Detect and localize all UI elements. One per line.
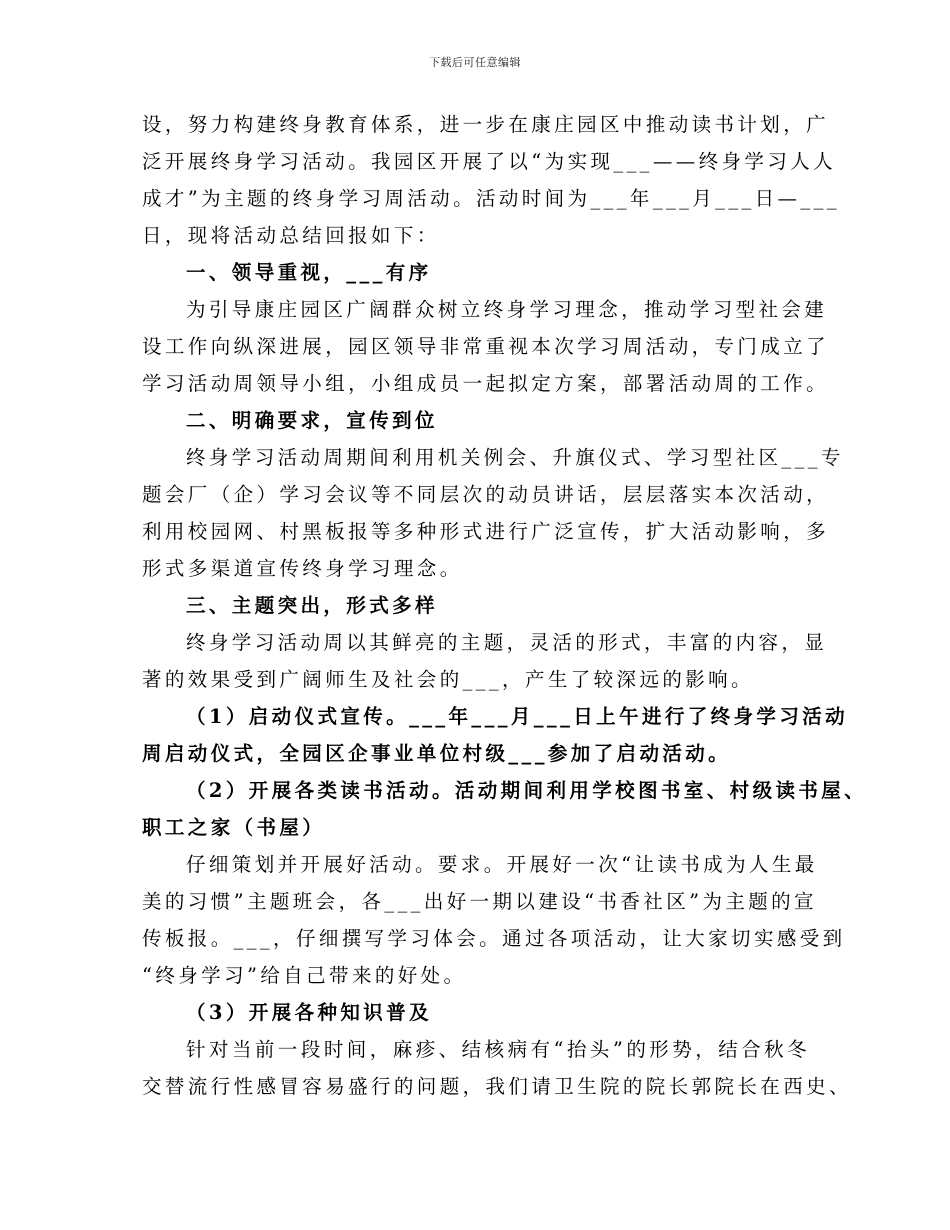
text-line-3: 成才”为主题的终身学习周活动。活动时间为___年___月___日—___: [142, 187, 840, 210]
subsection-heading-3: （3）开展各种知识普及: [186, 1001, 432, 1024]
page-header: 下载后可任意编辑: [429, 56, 521, 69]
text-line-10: 终身学习活动周期间利用机关例会、升旗仪式、学习型社区___专: [186, 446, 844, 469]
subsection-heading-2-cont: 职工之家（书屋）: [142, 816, 326, 839]
text-line-23: 传板报。___，仔细撰写学习体会。通过各项活动，让大家切实感受到: [142, 927, 846, 950]
text-line-11: 题会厂（企）学习会议等不同层次的动员讲话，层层落实本次活动，: [142, 483, 830, 506]
text-line-1: 设，努力构建终身教育体系，进一步在康庄园区中推动读书计划，广: [142, 113, 830, 136]
text-line-22: 美的习惯”主题班会，各___出好一期以建设“书香社区”为主题的宣: [142, 890, 817, 913]
document-body: [142, 106, 868, 1105]
text-line-2: 泛开展终身学习活动。我园区开展了以“为实现___——终身学习人人: [142, 150, 837, 173]
text-line-27: 交替流行性感冒容易盛行的问题，我们请卫生院的院长郭院长在西史、: [142, 1075, 852, 1098]
text-line-8: 学习活动周领导小组，小组成员一起拟定方案，部署活动周的工作。: [142, 372, 830, 395]
subsection-heading-1: （1）启动仪式宣传。___年___月___日上午进行了终身学习活动: [186, 705, 849, 728]
text-line-26: 针对当前一段时间，麻疹、结核病有“抬头”的形势，结合秋冬: [186, 1038, 810, 1061]
text-line-15: 终身学习活动周以其鲜亮的主题，灵活的形式，丰富的内容，显: [186, 631, 828, 654]
subsection-heading-1-cont: 周启动仪式，全园区企事业单位村级___参加了启动活动。: [142, 742, 732, 765]
text-line-16: 著的效果受到广阔师生及社会的___，产生了较深远的影响。: [142, 668, 754, 691]
subsection-heading-2: （2）开展各类读书活动。活动期间利用学校图书室、村级读书屋、: [186, 779, 868, 802]
text-line-6: 为引导康庄园区广阔群众树立终身学习理念，推动学习型社会建: [186, 298, 828, 321]
section-heading-3: 三、主题突出，形式多样: [186, 594, 438, 617]
text-line-12: 利用校园网、村黑板报等多种形式进行广泛宣传，扩大活动影响，多: [142, 520, 830, 543]
section-heading-2: 二、明确要求，宣传到位: [186, 409, 438, 432]
text-line-21: 仔细策划并开展好活动。要求。开展好一次“让读书成为人生最: [186, 853, 818, 876]
text-line-24: “终身学习”给自己带来的好处。: [142, 964, 467, 987]
text-line-13: 形式多渠道宣传终身学习理念。: [142, 557, 463, 580]
section-heading-1: 一、领导重视，___有序: [186, 261, 432, 284]
text-line-7: 设工作向纵深进展，园区领导非常重视本次学习周活动，专门成立了: [142, 335, 830, 358]
text-line-4: 日，现将活动总结回报如下：: [142, 224, 440, 247]
